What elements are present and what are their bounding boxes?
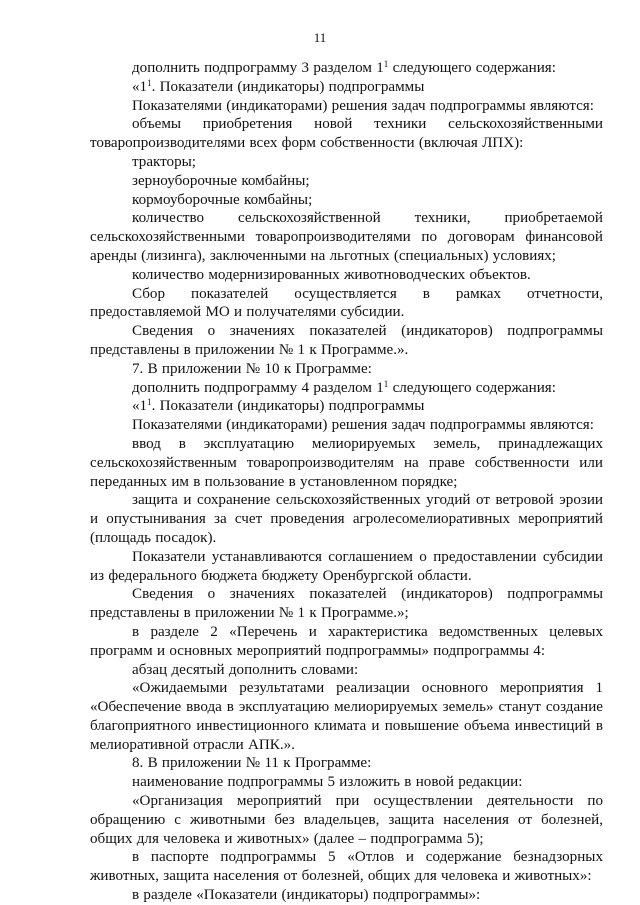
paragraph (90, 191, 603, 210)
paragraph-text: Сведения о значениях показателей (индикаторов) подпрограммы представлены в приложении № 1 к Программе.»; (90, 586, 603, 622)
paragraph-text: количество модернизированных животноводческих объектов. (132, 266, 531, 283)
paragraph-text: «1 (132, 78, 148, 95)
paragraph (90, 491, 603, 547)
paragraph (90, 360, 603, 379)
paragraph-text: 8. В приложении № 11 к Программе: (132, 755, 372, 772)
paragraph (90, 172, 603, 191)
paragraph-text: дополнить подпрограмму 3 разделом 1 (132, 60, 384, 76)
paragraph (90, 115, 603, 153)
paragraph-text: наименование подпрограммы 5 изложить в новой редакции: (132, 774, 523, 791)
paragraph-text: «Организация мероприятий при осуществлении деятельности по обращению с животными без владельцев, защита населения от болезней, общих для человека и животных» (далее – подпрограмма 5); (90, 793, 603, 847)
paragraph (90, 623, 603, 661)
paragraph-text: . Показатели (индикаторы) подпрограммы (151, 398, 425, 415)
paragraph (90, 59, 603, 78)
paragraph (90, 322, 603, 360)
paragraph-text: в паспорте подпрограммы 5 «Отлов и содержание безнадзорных животных, защита населения от болезней, общих для человека и животных»: (90, 849, 603, 885)
paragraph (90, 773, 603, 792)
paragraph-text: Показателями (индикаторами) решения задач подпрограммы являются: (132, 417, 594, 434)
paragraph (90, 886, 603, 905)
paragraph-text: следующего содержания: (388, 60, 556, 76)
paragraph (90, 661, 603, 680)
page-number: 11 (313, 30, 327, 45)
paragraph-text: . Показатели (индикаторы) подпрограммы (151, 78, 425, 95)
paragraph (90, 792, 603, 848)
paragraph (90, 754, 603, 773)
paragraph (90, 266, 603, 285)
paragraph-text: «Ожидаемыми результатами реализации основного мероприятия 1 «Обеспечение ввода в эксплуатацию мелиорируемых земель» станут создание благоприятного инвестиционного климата и повышение объема инвестиций в мелиоративной отрасли АПК.». (90, 680, 603, 753)
paragraph (90, 153, 603, 172)
paragraph (90, 379, 603, 398)
paragraph-text: объемы приобретения новой техники сельскохозяйственными товаропроизводителями всех форм собственности (включая ЛПХ): (90, 116, 603, 152)
superscript: 1 (383, 378, 389, 389)
paragraph (90, 97, 603, 116)
paragraph (90, 848, 603, 886)
paragraph (90, 548, 603, 586)
superscript: 1 (383, 59, 389, 69)
paragraph (90, 78, 603, 97)
paragraph-text: абзац десятый дополнить словами: (132, 661, 359, 678)
paragraph (90, 416, 603, 435)
superscript: 1 (147, 397, 152, 408)
paragraph-text: 7. В приложении № 10 к Программе: (132, 360, 372, 377)
paragraph (90, 209, 603, 265)
paragraph-text: кормоуборочные комбайны; (132, 191, 313, 208)
paragraph-text: тракторы; (132, 153, 196, 170)
paragraph (90, 585, 603, 623)
paragraph-text: в разделе 2 «Перечень и характеристика ведомственных целевых программ и основных мероприятий подпрограммы» подпрограммы 4: (90, 623, 603, 659)
document-body (90, 59, 603, 905)
paragraph-text: защита и сохранение сельскохозяйственных угодий от ветровой эрозии и опустынивания за счет проведения агролесомелиоративных мероприятий (площадь посадок). (90, 492, 603, 546)
paragraph (90, 397, 603, 416)
paragraph-text: Показатели устанавливаются соглашением о предоставлении субсидии из федерального бюджета бюджету Оренбургской области. (90, 548, 603, 584)
paragraph-text: количество сельскохозяйственной техники, приобретаемой сельскохозяйственными товаропроизводителями по договорам финансовой аренды (лизинга), заключенными на льготных (специальных) условиях; (90, 210, 603, 264)
superscript: 1 (147, 77, 152, 88)
paragraph (90, 435, 603, 491)
paragraph-text: зерноуборочные комбайны; (132, 172, 310, 189)
paragraph-text: Сведения о значениях показателей (индикаторов) подпрограммы представлены в приложении № 1 к Программе.». (90, 323, 603, 358)
paragraph-text: Сбор показателей осуществляется в рамках отчетности, предоставляемой МО и получателями субсидии. (90, 285, 603, 321)
paragraph-text: в разделе «Показатели (индикаторы) подпрограммы»: (132, 887, 481, 904)
paragraph-text: ввод в эксплуатацию мелиорируемых земель, принадлежащих сельскохозяйственным товаропроизводителям на праве собственности или переданных им в пользование в установленном порядке; (90, 435, 603, 490)
paragraph-text: «1 (132, 398, 148, 415)
paragraph (90, 679, 603, 754)
paragraph (90, 285, 603, 323)
paragraph-text: Показателями (индикаторами) решения задач подпрограммы являются: (132, 97, 594, 114)
paragraph-text: следующего содержания: (388, 379, 556, 396)
paragraph-text: дополнить подпрограмму 4 разделом 1 (132, 379, 384, 396)
